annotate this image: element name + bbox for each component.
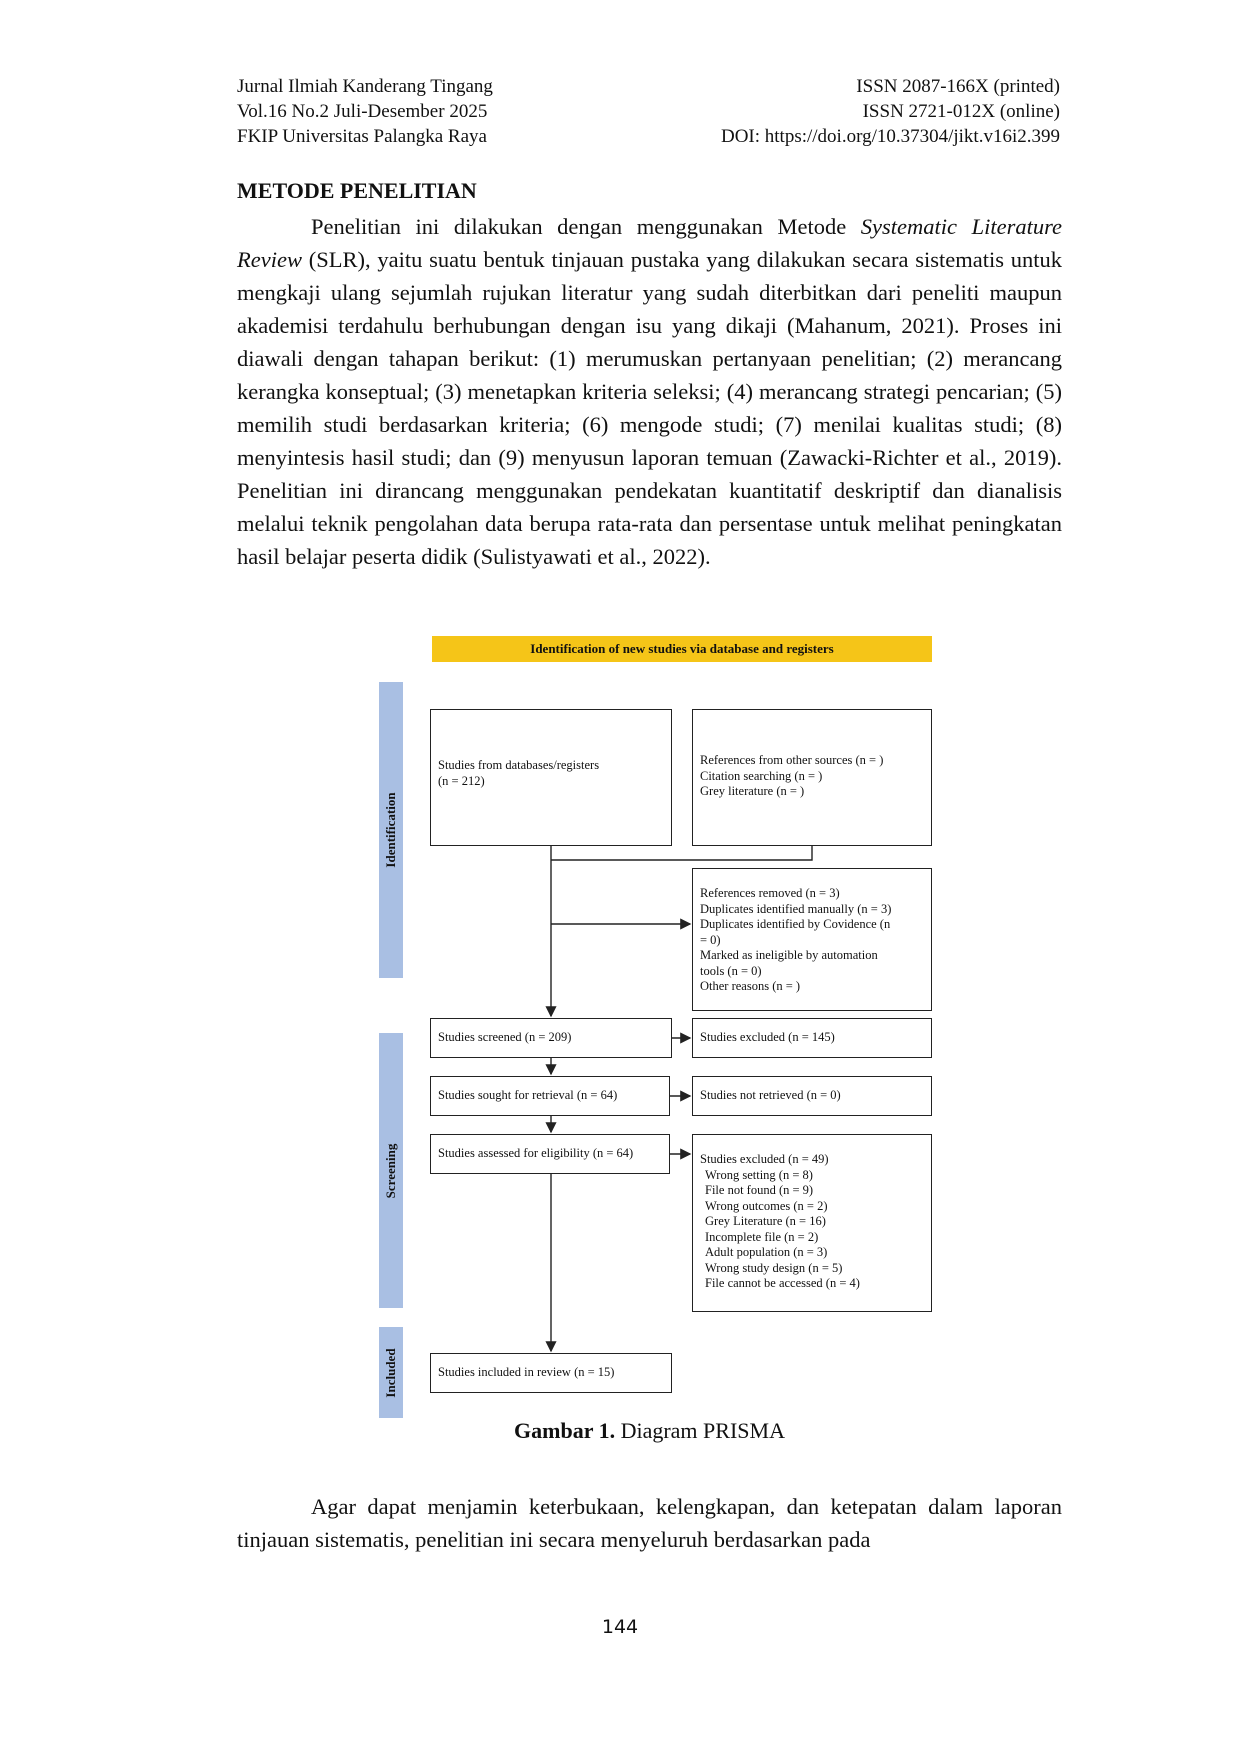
box-other-sources: References from other sources (n = ) Citation searching (n = ) Grey literature (n = ): [692, 709, 932, 846]
phase-screening: Screening: [379, 1033, 403, 1308]
doi: DOI: https://doi.org/10.37304/jikt.v16i2.399: [720, 126, 1060, 147]
figure-caption: [237, 1418, 1062, 1444]
issn-printed: ISSN 2087-166X (printed): [856, 76, 1060, 97]
box-references-removed: References removed (n = 3) Duplicates identified manually (n = 3) Duplicates identified by Covidence (n = 0) Marked as ineligible by automation tools (n = 0) Other reasons (n = ): [692, 868, 932, 1011]
prisma-banner: Identification of new studies via database and registers: [432, 636, 932, 662]
journal-name: Jurnal Ilmiah Kanderang Tingang: [237, 76, 493, 97]
box-studies-included: Studies included in review (n = 15): [430, 1353, 672, 1393]
caption-label: Gambar 1.: [514, 1418, 616, 1443]
journal-header-right: [690, 74, 1060, 149]
phase-included: Included: [379, 1327, 403, 1418]
box-studies-excluded-eligibility: Studies excluded (n = 49) Wrong setting (n = 8) File not found (n = 9) Wrong outcomes (n = 2) Grey Literature (n = 16) Incomplete file (n = 2) Adult population (n = 3) Wrong study design (n = 5) File cannot be accessed (n = 4): [692, 1134, 932, 1312]
journal-institution: FKIP Universitas Palangka Raya: [237, 126, 487, 147]
method-paragraph: [237, 210, 1062, 573]
page-number: 144: [601, 1616, 639, 1638]
section-title: METODE PENELITIAN: [237, 178, 477, 203]
connector-other-sources: [551, 846, 812, 860]
box-studies-excluded-screening: Studies excluded (n = 145): [692, 1018, 932, 1058]
issn-online: ISSN 2721-012X (online): [862, 101, 1060, 122]
box-studies-screened: Studies screened (n = 209): [430, 1018, 672, 1058]
phase-identification: Identification: [379, 682, 403, 978]
closing-paragraph: Agar dapat menjamin keterbukaan, kelengkapan, dan ketepatan dalam laporan tinjauan sistematis, penelitian ini secara menyeluruh berdasarkan pada: [237, 1494, 1062, 1552]
journal-volume: Vol.16 No.2 Juli-Desember 2025: [237, 101, 488, 122]
paragraph-body: (SLR), yaitu suatu bentuk tinjauan pustaka yang dilakukan secara sistematis untuk mengkaji ulang sejumlah rujukan literatur yang sudah diterbitkan dari peneliti maupun akademisi terdahulu berhubungan dengan isu yang dikaji (Mahanum, 2021). Proses ini diawali dengan tahapan berikut: (1) merumuskan pertanyaan penelitian; (2) merancang kerangka konseptual; (3) menetapkan kriteria seleksi; (4) merancang strategi pencarian; (5) memilih studi berdasarkan kriteria; (6) mengode studi; (7) menilai kualitas studi; (8) menyintesis hasil studi; dan (9) menyusun laporan temuan (Zawacki-Richter et al., 2019). Penelitian ini dirancang menggunakan pendekatan kuantitatif deskriptif dan dianalisis melalui teknik pengolahan data berupa rata-rata dan persentase untuk melihat peningkatan hasil belajar peserta didik (Sulistyawati et al., 2022).: [237, 247, 1062, 569]
prisma-diagram: [370, 636, 950, 1426]
caption-text: Diagram PRISMA: [615, 1418, 785, 1443]
paragraph-italic-term: Systematic Literature Review: [237, 214, 1063, 272]
paragraph-lead: Penelitian ini dilakukan dengan menggunakan Metode: [311, 214, 861, 239]
box-studies-not-retrieved: Studies not retrieved (n = 0): [692, 1076, 932, 1116]
journal-header-left: [237, 74, 493, 149]
box-studies-assessed: Studies assessed for eligibility (n = 64): [430, 1134, 670, 1174]
box-studies-sought: Studies sought for retrieval (n = 64): [430, 1076, 670, 1116]
box-databases: Studies from databases/registers (n = 212): [430, 709, 672, 846]
